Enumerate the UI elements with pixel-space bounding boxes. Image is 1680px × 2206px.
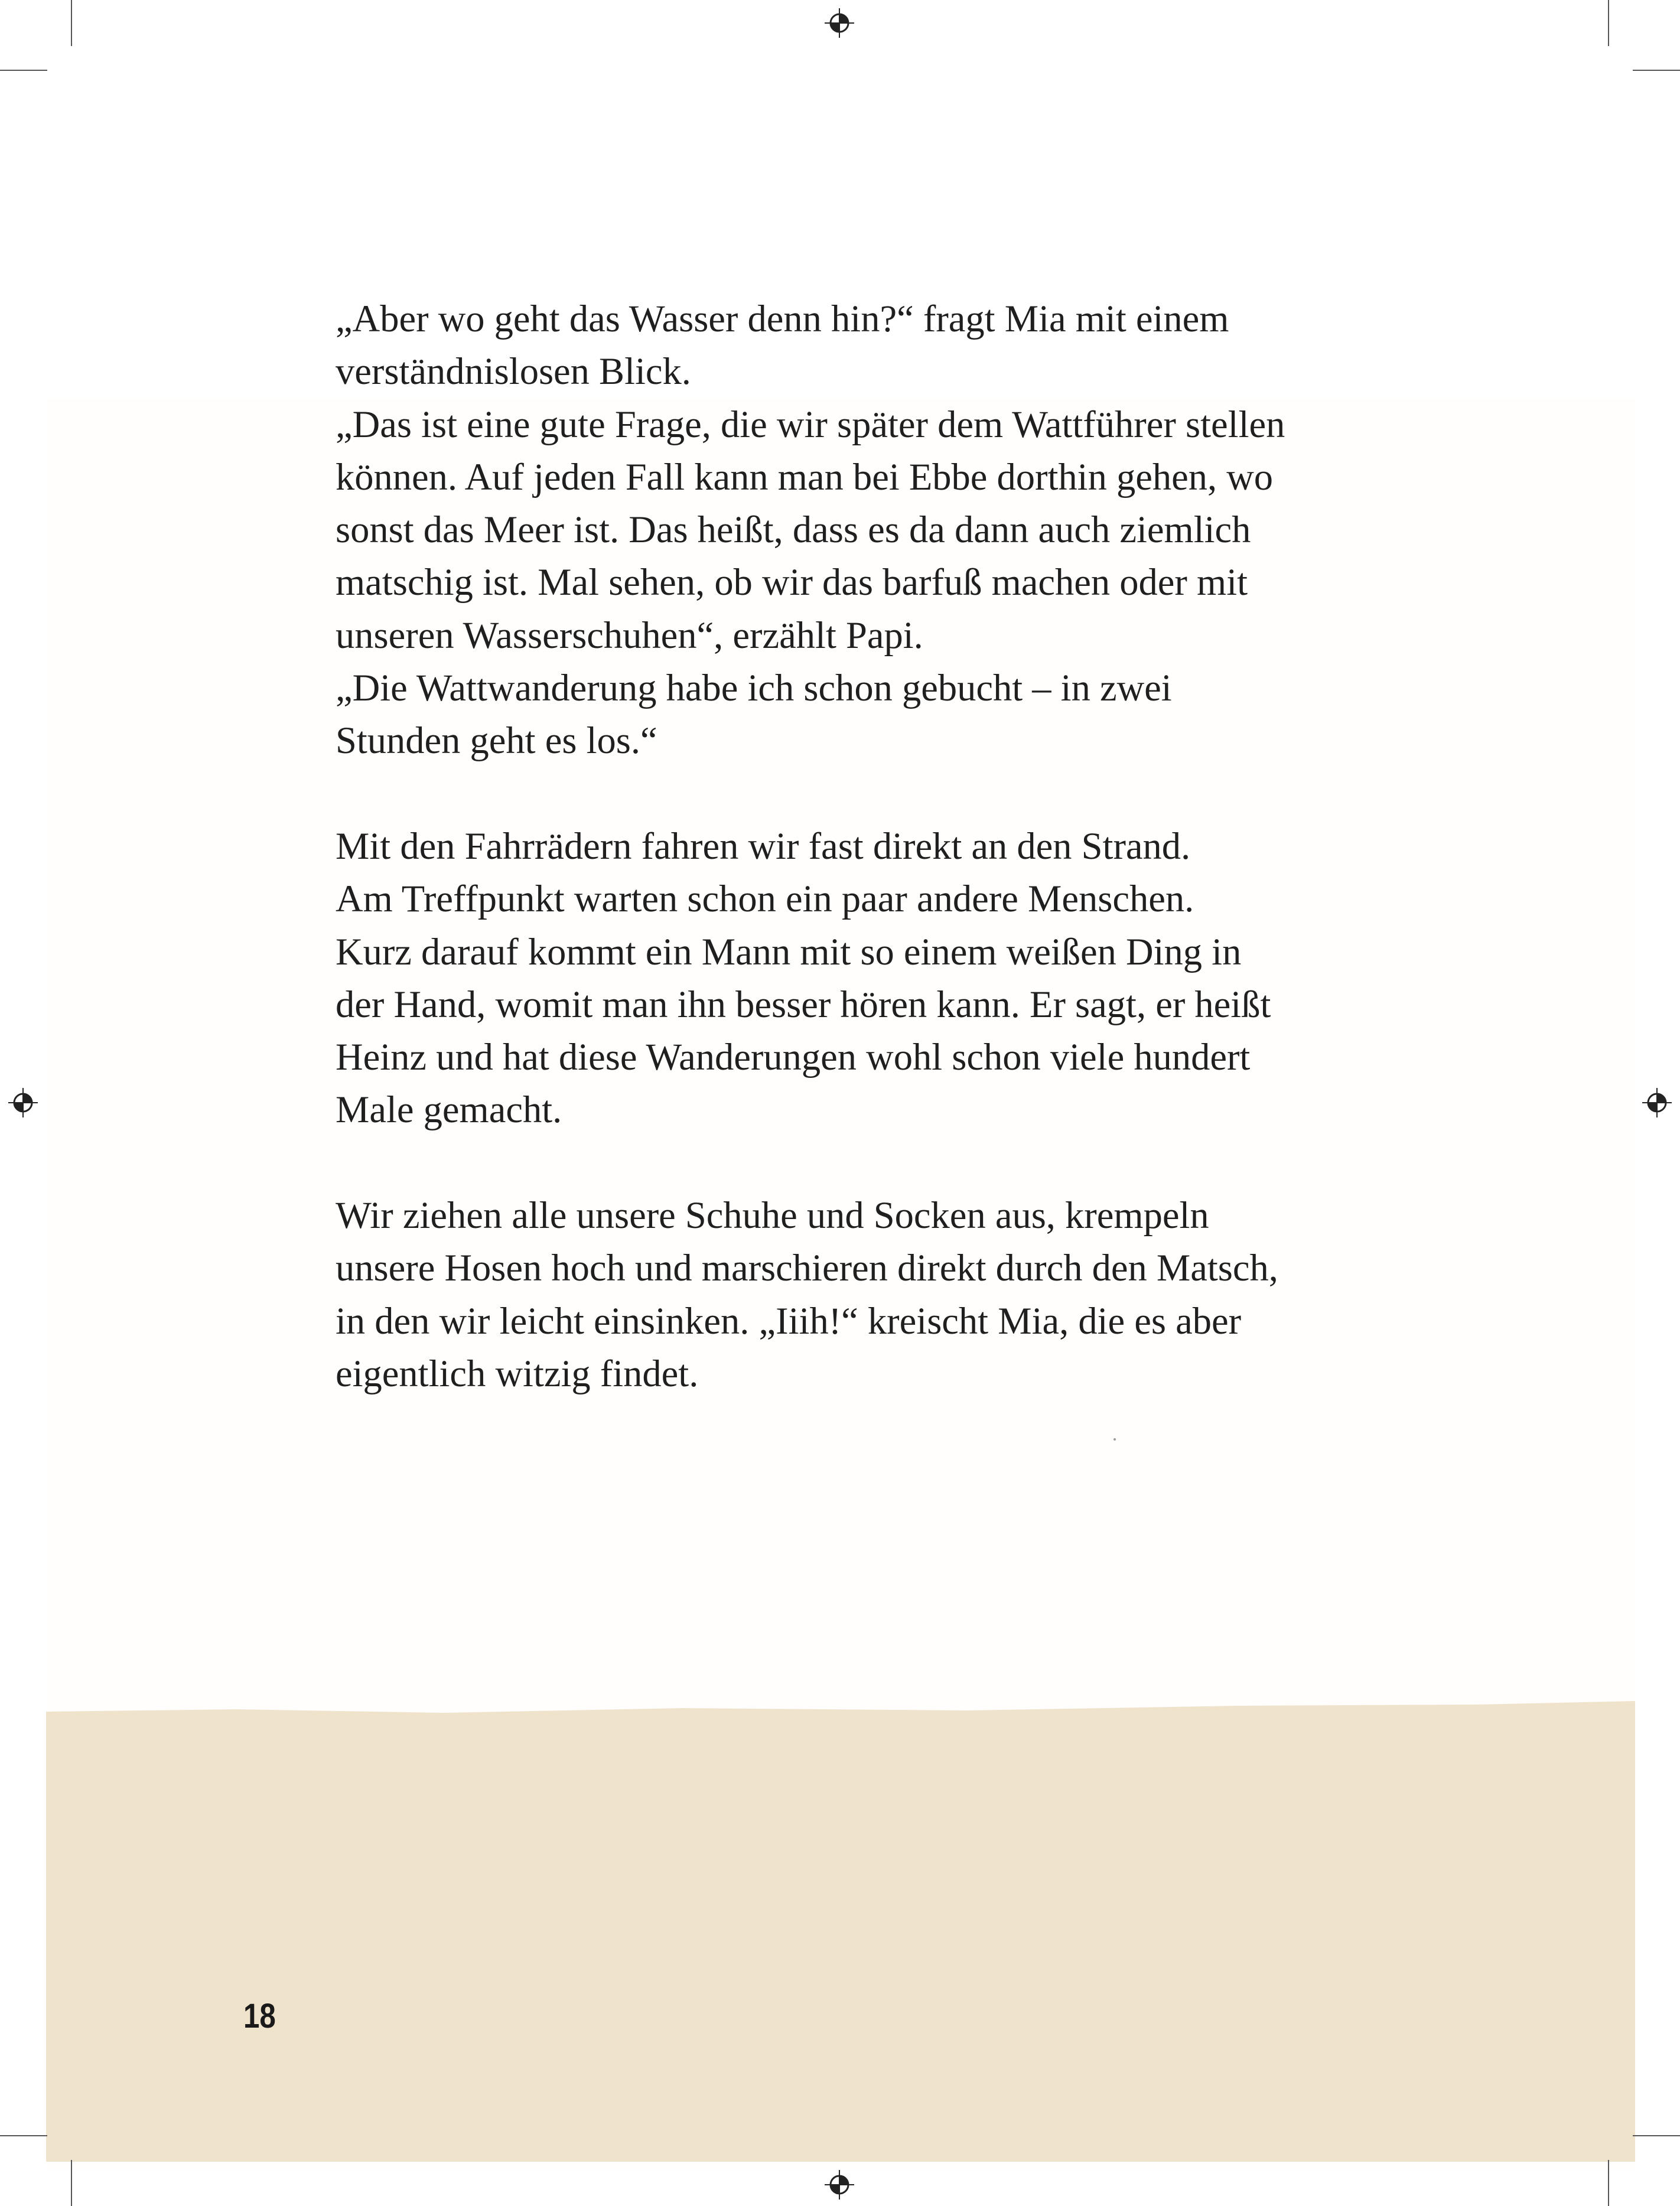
text-line: unseren Wasserschuhen“, erzählt Papi. [336,614,923,656]
page-number: 18 [243,1997,276,2035]
text-line: in den wir leicht einsinken. „Iiih!“ kreischt Mia, die es aber [336,1299,1242,1342]
text-line: können. Auf jeden Fall kann man bei Ebbe dorthin gehen, wo [336,455,1274,498]
story-paragraph [336,820,1411,1136]
story-paragraph [336,662,1411,767]
text-line: eigentlich witzig findet. [336,1352,699,1394]
crop-mark-bottom-left-horizontal [0,2135,47,2136]
crop-mark-bottom-right-horizontal [1633,2135,1680,2136]
registration-crosshair-icon [825,8,854,38]
registration-crosshair-icon [8,1088,38,1117]
text-line: „Aber wo geht das Wasser denn hin?“ fragt Mia mit einem [336,298,1229,340]
story-paragraph [336,292,1411,398]
crop-mark-top-left [71,0,72,46]
text-line: Stunden geht es los.“ [336,719,657,762]
text-line: „Die Wattwanderung habe ich schon gebucht – in zwei [336,667,1172,709]
text-line: der Hand, womit man ihn besser hören kann. Er sagt, er heißt [336,983,1271,1025]
registration-crosshair-icon [825,2170,854,2200]
text-line: Kurz darauf kommt ein Mann mit so einem weißen Ding in [336,930,1242,973]
text-line: verständnislosen Blick. [336,350,691,393]
text-line: sonst das Meer ist. Das heißt, dass es da dann auch ziemlich [336,509,1251,551]
registration-crosshair-icon [1642,1088,1672,1117]
crop-mark-top-left-horizontal [0,70,47,71]
sand-colored-band [46,1701,1635,2162]
text-line: Mit den Fahrrädern fahren wir fast direkt an den Strand. [336,825,1191,867]
text-line: Heinz und hat diese Wanderungen wohl schon viele hundert [336,1036,1251,1078]
crop-mark-bottom-right [1608,2160,1609,2206]
text-line: Male gemacht. [336,1089,562,1131]
text-line: „Das ist eine gute Frage, die wir später dem Wattführer stellen [336,403,1285,445]
text-line: Wir ziehen alle unsere Schuhe und Socken aus, krempeln [336,1194,1209,1237]
print-speck [1114,1438,1116,1441]
text-line: matschig ist. Mal sehen, ob wir das barfuß machen oder mit [336,561,1248,604]
crop-mark-top-right [1608,0,1609,46]
text-line: unsere Hosen hoch und marschieren direkt durch den Matsch, [336,1247,1278,1289]
crop-mark-bottom-left [71,2160,72,2206]
story-paragraph [336,1189,1411,1400]
story-text [336,292,1411,1400]
text-line: Am Treffpunkt warten schon ein paar andere Menschen. [336,878,1194,920]
crop-mark-top-right-horizontal [1633,70,1680,71]
story-paragraph [336,398,1411,662]
